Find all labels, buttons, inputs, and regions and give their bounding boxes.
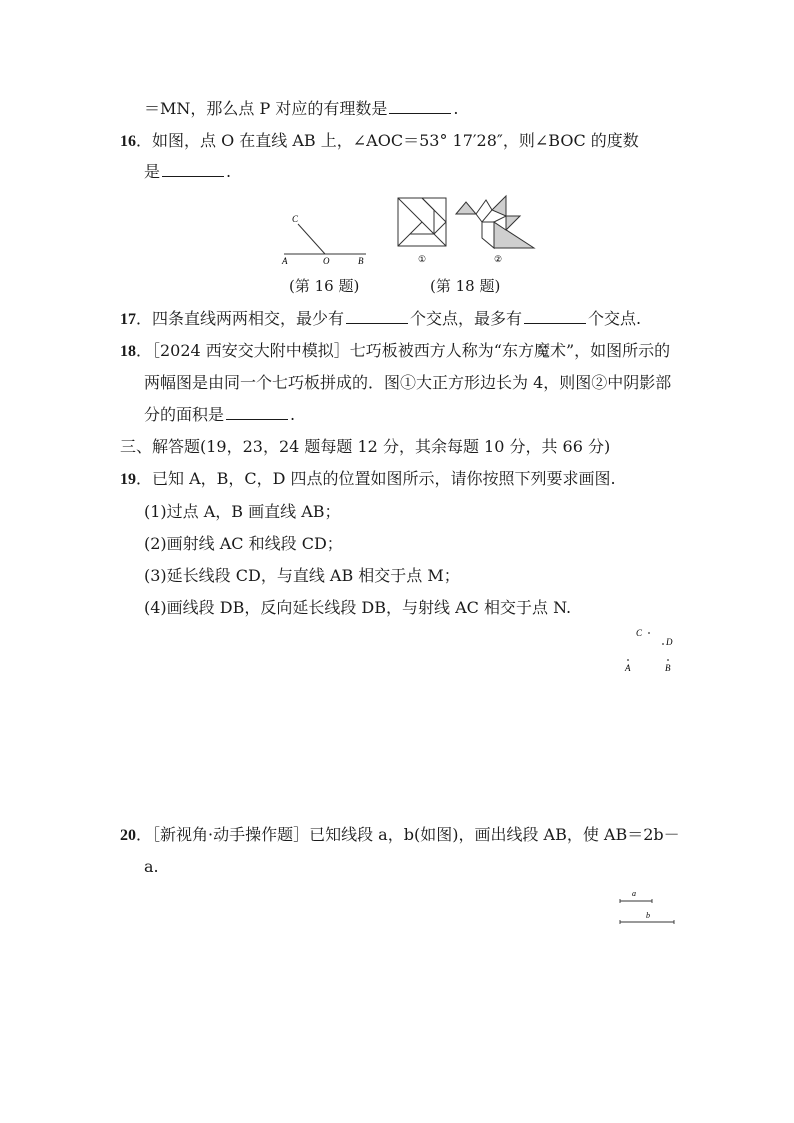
- point-b: [667, 659, 669, 661]
- label-c: C: [292, 214, 299, 224]
- figure-18: [394, 192, 540, 268]
- q20-segments-figure: [616, 884, 678, 928]
- section-3-heading: 三、解答题(19，23，24 题每题 12 分，其余每题 10 分，共 66 分): [120, 437, 611, 456]
- label-b: B: [358, 256, 364, 266]
- label-o: O: [323, 256, 330, 266]
- q15-blank[interactable]: [389, 99, 451, 114]
- q15-tail: ＝MN，那么点 P 对应的有理数是 .: [144, 99, 459, 118]
- q18-number: 18: [120, 343, 136, 360]
- fig18-caption: (第 18 题): [430, 277, 501, 295]
- q17-number: 17: [120, 311, 136, 328]
- q18-blank[interactable]: [226, 405, 288, 420]
- label-fig1: ①: [418, 254, 427, 264]
- point-d-label: D: [666, 637, 673, 647]
- point-b-label: B: [665, 663, 671, 673]
- label-a: A: [282, 256, 288, 266]
- q19-points-figure: [620, 624, 680, 676]
- q18-line2: 两幅图是由同一个七巧板拼成的．图①大正方形边长为 4，则图②中阴影部: [144, 373, 672, 392]
- q16-blank[interactable]: [162, 162, 224, 177]
- q20-line1: 20．［新视角·动手操作题］已知线段 a，b(如图)，画出线段 AB，使 AB＝2b－: [120, 825, 680, 844]
- q19-item-4: (4)画线段 DB，反向延长线段 DB，与射线 AC 相交于点 N.: [144, 598, 572, 617]
- point-c-label: C: [636, 628, 643, 638]
- q16-number: 16: [120, 133, 136, 150]
- segment-b-label: b: [646, 911, 650, 920]
- segment-a-label: a: [632, 889, 636, 898]
- q18-line3: 分的面积是 .: [144, 405, 296, 424]
- ray-oc: [298, 224, 325, 254]
- q16-line2: 是 .: [144, 162, 232, 181]
- q20-line2: a.: [144, 857, 159, 876]
- q20-number: 20: [120, 827, 136, 844]
- fig16-caption: (第 16 题): [289, 277, 360, 295]
- tangram-square: [398, 198, 446, 246]
- tangram-swan: [456, 196, 534, 248]
- q19-item-3: (3)延长线段 CD，与直线 AB 相交于点 M；: [144, 566, 460, 585]
- q17-blank2[interactable]: [524, 309, 586, 324]
- figure-16: [278, 208, 370, 268]
- label-fig2: ②: [494, 254, 503, 264]
- point-c: [648, 632, 650, 634]
- q19-number: 19: [120, 471, 136, 488]
- q19-item-1: (1)过点 A，B 画直线 AB；: [144, 502, 341, 521]
- point-a: [627, 659, 629, 661]
- q19-item-2: (2)画射线 AC 和线段 CD；: [144, 534, 343, 553]
- point-d: [662, 643, 664, 645]
- point-a-label: A: [625, 663, 631, 673]
- q16-line1: 16．如图，点 O 在直线 AB 上，∠AOC＝53° 17′28″，则∠BOC 的度数: [120, 131, 639, 150]
- q17: 17．四条直线两两相交，最少有 个交点，最多有 个交点.: [120, 309, 642, 328]
- q17-blank1[interactable]: [346, 309, 408, 324]
- q19-stem: 19．已知 A，B，C，D 四点的位置如图所示，请你按照下列要求画图.: [120, 469, 616, 488]
- q18-line1: 18．［2024 西安交大附中模拟］七巧板被西方人称为“东方魔术”，如图所示的: [120, 341, 671, 360]
